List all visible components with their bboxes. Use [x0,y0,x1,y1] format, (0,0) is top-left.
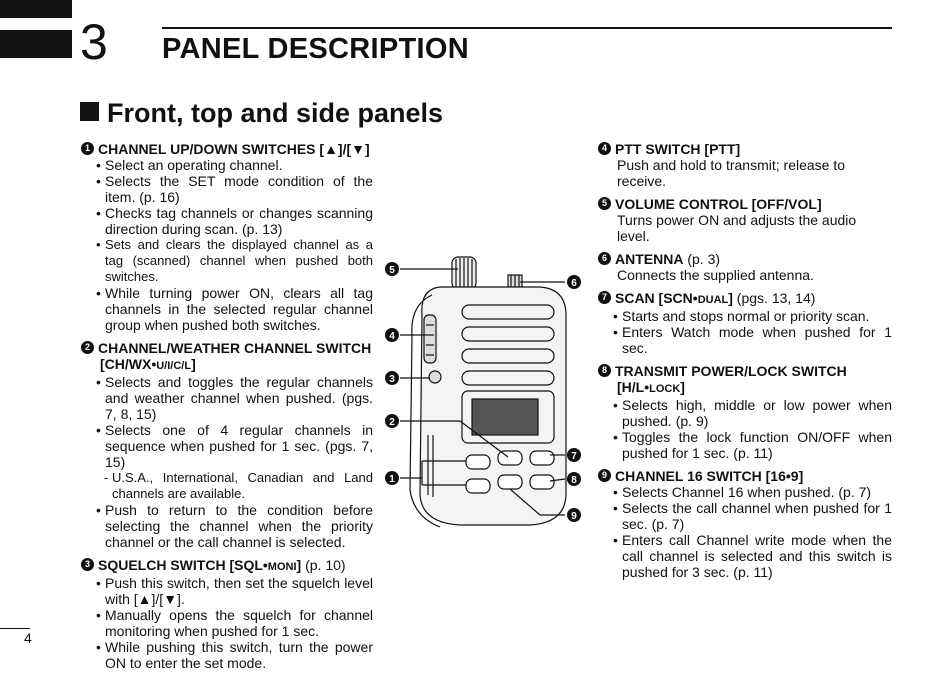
item-3: 3 SQUELCH SWITCH [SQL•MONI] (p. 10) • Push this switch, then set the squelch level with [▲]/[▼]. • Manually opens the squelch for channel monitoring when pushed for 1 sec. • While pushing this switch, turn the power ON to enter the set mode. [81,557,373,671]
right-column [598,141,892,587]
bullet: • Manually opens the squelch for channel monitoring when pushed for 1 sec. [81,607,373,639]
item-code: [CH/WX•U/I/C/L] [100,356,196,372]
bullet: • Selects Channel 16 when pushed. (p. 7) [598,484,892,500]
item-5 [598,196,892,244]
svg-text:8: 8 [571,475,577,486]
section-title: Front, top and side panels [80,98,443,129]
item-title: TRANSMIT POWER/LOCK SWITCH [615,363,847,379]
bullet: • Selects high, middle or low power when pushed. (p. 9) [598,397,892,429]
item-6: 6 ANTENNA (p. 3) Connects the supplied antenna. [598,251,892,283]
item-8 [598,363,892,461]
number-badge: 6 [598,252,611,265]
ch16-key [498,475,522,489]
bullet: • Selects one of 4 regular channels in sequence when pushed for 1 sec. (pgs. 7, 15) [81,422,373,470]
item-title: ANTENNA [615,251,684,267]
bullet: • Starts and stops normal or priority scan. [598,308,892,324]
bullet: • Push this switch, then set the squelch level with [▲]/[▼]. [81,575,373,607]
item-7: 7 SCAN [SCN•DUAL] (pgs. 13, 14) • Starts and stops normal or priority scan. • Enters Watch mode when pushed for 1 sec. [598,290,892,356]
item-code: [H/L•LOCK] [617,379,685,395]
chapter-number: 3 [80,14,108,70]
number-badge: 8 [598,364,611,377]
squelch-switch-icon [429,371,441,383]
svg-text:9: 9 [571,511,577,522]
bullet: • Selects the call channel when pushed for 1 sec. (p. 7) [598,500,892,532]
item-title: VOLUME CONTROL [OFF/VOL] [615,196,822,212]
bullet: • Select an operating channel. [81,157,373,173]
item-description: Turns power ON and adjusts the audio level. [617,212,857,244]
scan-key [530,451,554,465]
chapter-tab-bar [0,30,72,58]
lcd-display [472,399,538,435]
up-key [466,455,490,469]
bullet: • While turning power ON, clears all tag channels in the selected regular channel group when pushed both switches. [81,285,373,333]
left-column [81,141,373,678]
bullet: • While pushing this switch, turn the power ON to enter the set mode. [81,639,373,671]
dash-note: - U.S.A., International, Canadian and Land channels are available. [81,470,373,502]
svg-text:7: 7 [571,451,577,462]
bullet: • Selects the SET mode condition of the item. (p. 16) [81,173,373,205]
bullet: • Toggles the lock function ON/OFF when pushed for 1 sec. (p. 11) [598,429,892,461]
bullet: • Sets and clears the displayed channel as a tag (scanned) channel when pushed both switches. [81,237,373,285]
chapter-tab-block [0,0,72,18]
svg-text:2: 2 [389,417,395,428]
item-description: Connects the supplied antenna. [617,267,814,283]
number-badge: 5 [598,197,611,210]
radio-illustration [380,245,595,545]
hl-lock-key [530,475,554,489]
item-4 [598,141,892,189]
number-badge: 7 [598,291,611,304]
bullet: • Push to return to the condition before selecting the channel when the priority channel or the call channel is selected. [81,502,373,550]
item-title: SQUELCH SWITCH [SQL• [98,557,268,573]
svg-text:4: 4 [389,331,395,342]
bullet: • Enters call Channel write mode when the call channel is selected and this switch is pushed for 3 sec. (p. 11) [598,532,892,580]
item-title: CHANNEL UP/DOWN SWITCHES [▲]/[▼] [98,141,370,157]
number-badge: 9 [598,469,611,482]
item-9 [598,468,892,580]
down-key [466,479,490,493]
svg-text:6: 6 [571,278,577,289]
number-badge: 1 [81,142,94,155]
item-1 [81,141,373,333]
item-description: Push and hold to transmit; release to receive. [617,157,846,189]
number-badge: 4 [598,142,611,155]
number-badge: 3 [81,558,94,571]
bullet: • Enters Watch mode when pushed for 1 sec. [598,324,892,356]
svg-text:5: 5 [389,265,395,276]
bullet: • Selects and toggles the regular channels and weather channel when pushed. (pgs. 7, 8, 15) [81,374,373,422]
ptt-switch-icon [424,315,436,363]
chapter-title: PANEL DESCRIPTION [162,33,469,65]
ch-wx-key [498,451,522,465]
section-square-icon [80,102,99,121]
header-rule [162,27,892,29]
item-title: CHANNEL/WEATHER CHANNEL SWITCH [98,340,372,356]
item-title: CHANNEL 16 SWITCH [16•9] [615,468,804,484]
item-title: SCAN [SCN• [615,290,698,306]
page-rule [0,628,30,629]
svg-text:3: 3 [389,374,395,385]
number-badge: 2 [81,341,94,354]
item-title: PTT SWITCH [PTT] [615,141,741,157]
page-number: 4 [24,630,32,646]
bullet: • Checks tag channels or changes scanning direction during scan. (p. 13) [81,205,373,237]
item-2 [81,340,373,550]
svg-text:1: 1 [389,474,395,485]
